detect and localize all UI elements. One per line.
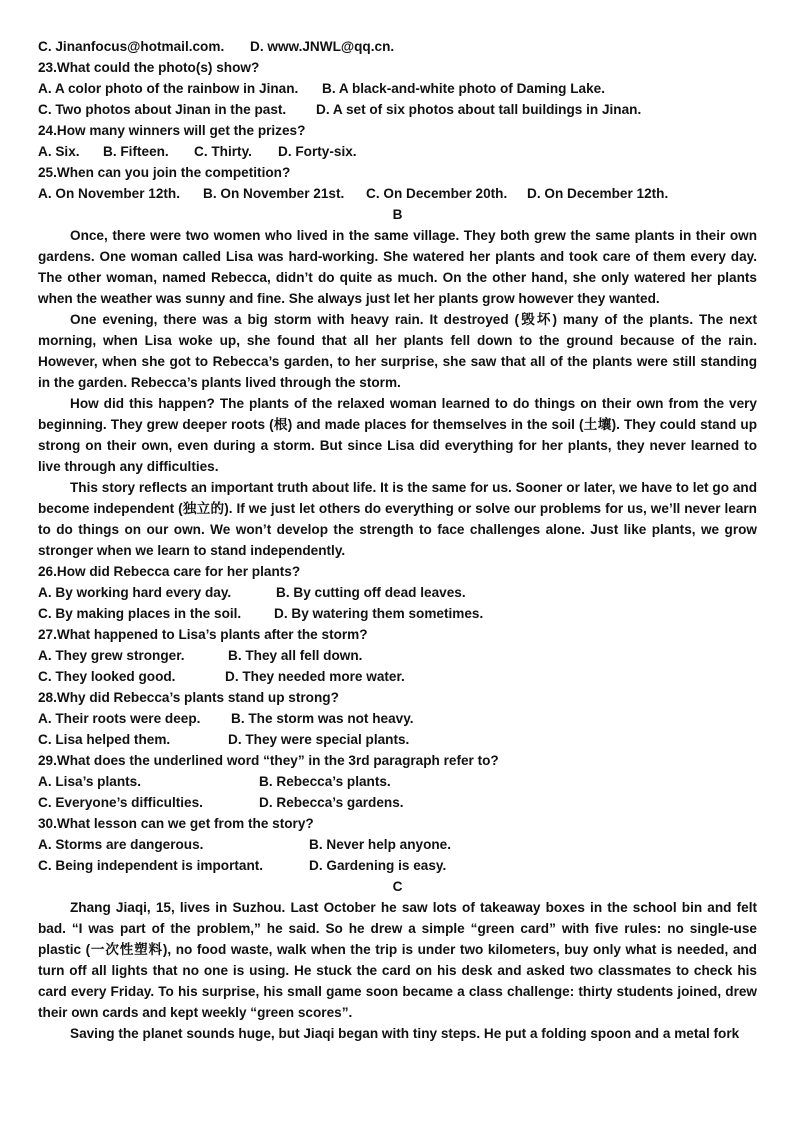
passage-b-paragraph-4: This story reflects an important truth about life. It is the same for us. Sooner or later, we have to let go and become independent (独立的). If we just let others do everything or solve our problems for us, we’ll never learn to do things on our own. We won’t develop the strength to face challenges alone. Just like plants, we grow stronger when we learn to stand independently. [38, 480, 757, 558]
option-b: B. Never help anyone. [309, 837, 452, 852]
q28-options-cd [38, 729, 757, 750]
q29-options-ab [38, 771, 757, 792]
option-b: B. They all fell down. [228, 648, 363, 663]
question-30: 30.What lesson can we get from the story? [38, 816, 314, 831]
passage-b-paragraph-1: Once, there were two women who lived in the same village. They both grew the same plants in their own gardens. One woman called Lisa was hard-working. She watered her plants and took care of them every day. The other woman, named Rebecca, didn’t do quite as much. On the other hand, she only watered her plants when the weather was sunny and fine. She always just let her plants grow however they wanted. [38, 228, 757, 306]
option-a: A. By working hard every day. [38, 585, 232, 600]
question-25: 25.When can you join the competition? [38, 165, 291, 180]
option-c: C. Jinanfocus@hotmail.com. [38, 39, 225, 54]
option-b: B. By cutting off dead leaves. [276, 585, 466, 600]
passage-b-paragraph-3: How did this happen? The plants of the relaxed woman learned to do things on their own from the very beginning. They grew deeper roots (根) and made places for themselves in the soil (土壤). They could stand up strong on their own, even during a storm. But since Lisa did everything for her plants, they never learned to live through any difficulties. [38, 396, 757, 474]
question-24: 24.How many winners will get the prizes? [38, 123, 306, 138]
option-d: D. A set of six photos about tall buildings in Jinan. [316, 102, 642, 117]
q23-options-cd [38, 99, 757, 120]
option-d: D. By watering them sometimes. [274, 606, 484, 621]
option-b: B. Rebecca’s plants. [259, 774, 391, 789]
q22-options-cd [38, 36, 757, 57]
option-d: D. They needed more water. [225, 669, 405, 684]
option-d: D. They were special plants. [228, 732, 410, 747]
option-a: A. On November 12th. [38, 186, 181, 201]
q27-options-ab [38, 645, 757, 666]
option-a: A. They grew stronger. [38, 648, 185, 663]
option-d: D. Forty-six. [278, 144, 357, 159]
q28-options-ab [38, 708, 757, 729]
q29-options-cd [38, 792, 757, 813]
option-a: A. Storms are dangerous. [38, 837, 204, 852]
option-d: D. Rebecca’s gardens. [259, 795, 404, 810]
question-27: 27.What happened to Lisa’s plants after the storm? [38, 627, 368, 642]
option-c: C. Lisa helped them. [38, 732, 171, 747]
q26-options-cd [38, 603, 757, 624]
section-heading-c: C [392, 879, 403, 894]
q26-options-ab [38, 582, 757, 603]
option-a: A. Lisa’s plants. [38, 774, 141, 789]
question-23: 23.What could the photo(s) show? [38, 60, 260, 75]
question-26: 26.How did Rebecca care for her plants? [38, 564, 301, 579]
option-d: D. On December 12th. [527, 186, 669, 201]
option-a: A. A color photo of the rainbow in Jinan. [38, 81, 299, 96]
q23-options-ab [38, 78, 757, 99]
option-b: B. On November 21st. [203, 186, 345, 201]
q27-options-cd [38, 666, 757, 687]
option-c: C. They looked good. [38, 669, 176, 684]
q30-options-cd [38, 855, 757, 876]
option-b: B. The storm was not heavy. [231, 711, 414, 726]
option-b: B. Fifteen. [103, 144, 169, 159]
option-c: C. On December 20th. [366, 186, 508, 201]
passage-c-paragraph-2: Saving the planet sounds huge, but Jiaqi began with tiny steps. He put a folding spoon and a metal fork [70, 1026, 740, 1041]
option-d: D. www.JNWL@qq.cn. [250, 39, 395, 54]
option-a: A. Six. [38, 144, 80, 159]
q24-options [38, 141, 757, 162]
option-a: A. Their roots were deep. [38, 711, 201, 726]
passage-c-paragraph-1: Zhang Jiaqi, 15, lives in Suzhou. Last October he saw lots of takeaway boxes in the school bin and felt bad. “I was part of the problem,” he said. So he drew a simple “green card” with five rules: no single-use plastic (一次性塑料), no food waste, walk when the trip is under two kilometers, buy only what is needed, and turn off all lights that no one is using. He stuck the card on his desk and asked two classmates to check his card every Friday. To his surprise, his small game soon became a class challenge: thirty students joined, drew their own cards and kept weekly “green scores”. [38, 900, 757, 1020]
option-c: C. Everyone’s difficulties. [38, 795, 203, 810]
q30-options-ab [38, 834, 757, 855]
option-c: C. Thirty. [194, 144, 252, 159]
q25-options [38, 183, 757, 204]
option-d: D. Gardening is easy. [309, 858, 447, 873]
question-29: 29.What does the underlined word “they” in the 3rd paragraph refer to? [38, 753, 499, 768]
section-heading-b: B [392, 207, 403, 222]
question-28: 28.Why did Rebecca’s plants stand up strong? [38, 690, 339, 705]
option-c: C. Two photos about Jinan in the past. [38, 102, 287, 117]
option-b: B. A black-and-white photo of Daming Lake. [322, 81, 605, 96]
option-c: C. By making places in the soil. [38, 606, 242, 621]
option-c: C. Being independent is important. [38, 858, 264, 873]
passage-b-paragraph-2: One evening, there was a big storm with heavy rain. It destroyed (毁坏) many of the plants. The next morning, when Lisa woke up, she found that all her plants fell down to the ground because of the rain. However, when she got to Rebecca’s garden, to her surprise, she saw that all of the plants were still standing in the garden. Rebecca’s plants lived through the storm. [38, 312, 757, 390]
